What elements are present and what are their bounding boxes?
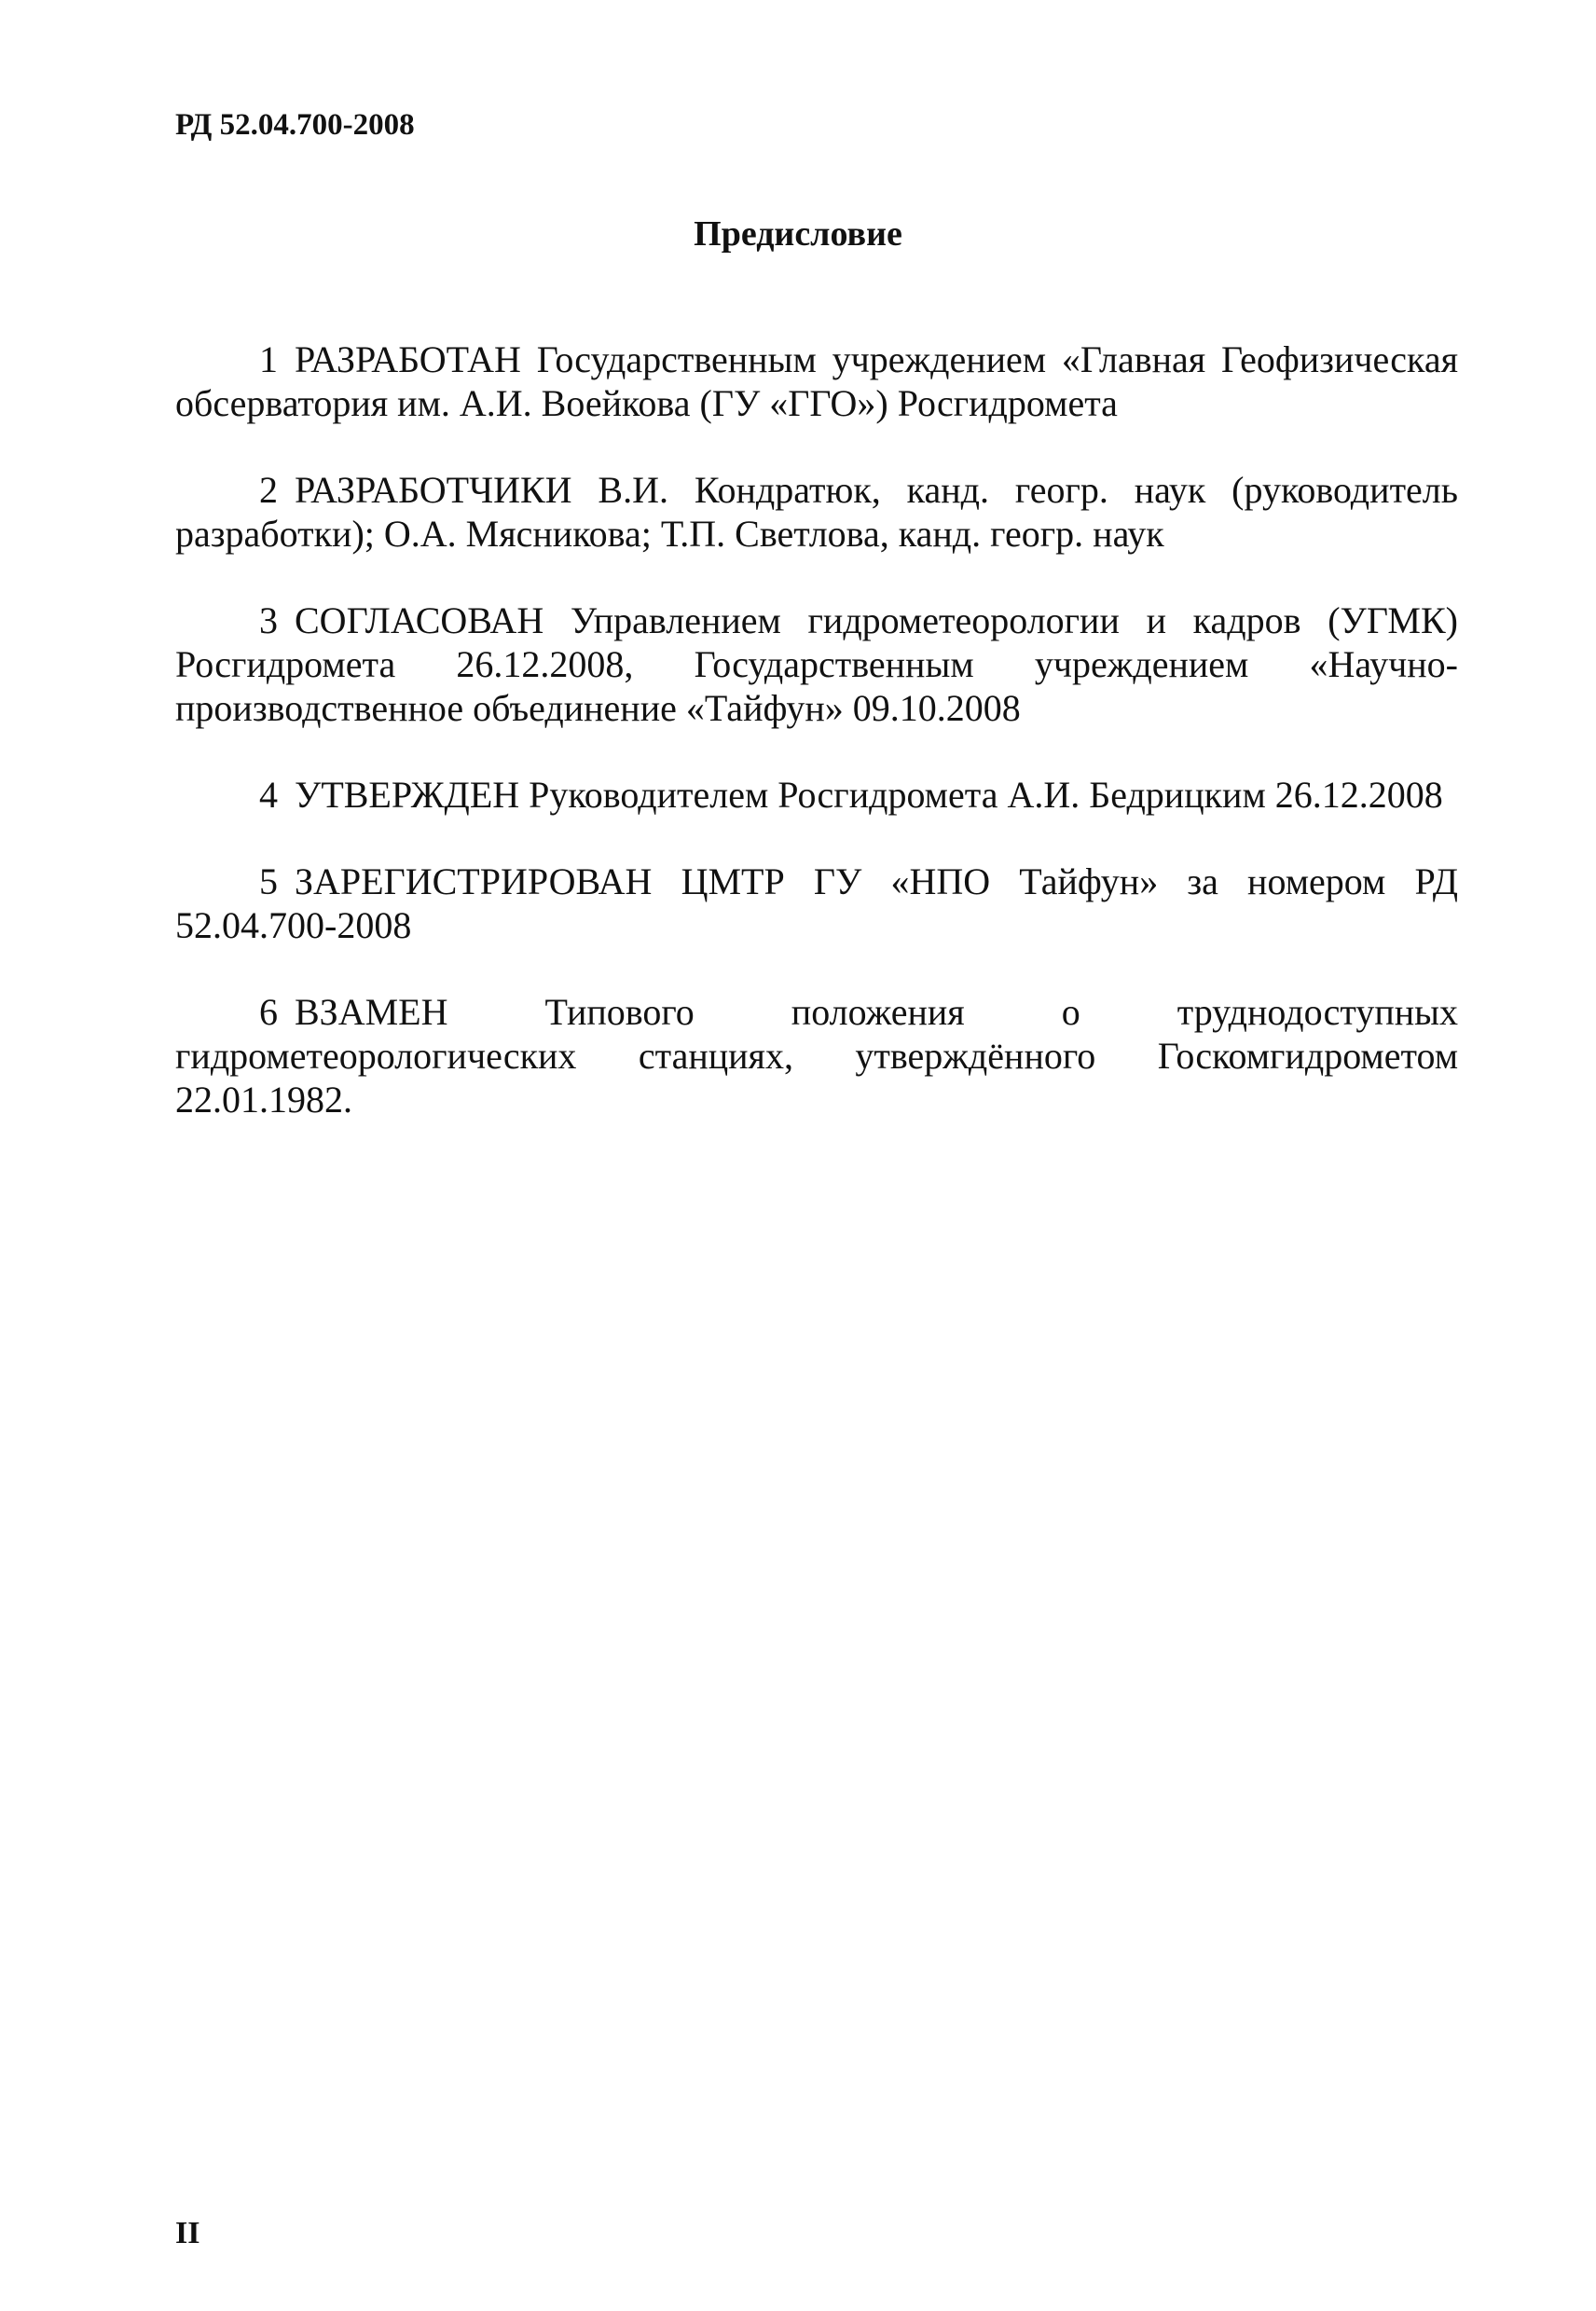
item-text: ВЗАМЕН Типового положения о труднодоступных гидрометеорологических станциях, утверждённого Госкомгидрометом 22.01.1982.: [175, 991, 1458, 1121]
item-number: 3: [259, 599, 278, 641]
preface-item-3: [175, 598, 1458, 730]
page-number: II: [175, 2216, 200, 2250]
preface-item-6: [175, 990, 1458, 1121]
item-text: УТВЕРЖДЕН Руководителем Росгидромета А.И. Бедрицким 26.12.2008: [295, 774, 1443, 816]
item-number: 6: [259, 991, 278, 1033]
item-number: 1: [259, 338, 278, 380]
item-number: 4: [259, 774, 278, 816]
document-code: РД 52.04.700-2008: [175, 108, 415, 142]
item-number: 5: [259, 860, 278, 902]
preface-item-5: [175, 860, 1458, 947]
preface-item-1: [175, 337, 1458, 425]
preface-item-2: [175, 468, 1458, 556]
preface-item-4: [175, 773, 1458, 817]
item-number: 2: [259, 469, 278, 511]
item-text: РАЗРАБОТАН Государственным учреждением «Главная Геофизическая обсерватория им. А.И. Воейкова (ГУ «ГГО») Росгидромета: [175, 338, 1458, 424]
preface-list: [175, 337, 1458, 1164]
item-text: СОГЛАСОВАН Управлением гидрометеорологии и кадров (УГМК) Росгидромета 26.12.2008, Государственным учреждением «Научно-производственное объединение «Тайфун» 09.10.2008: [175, 599, 1458, 729]
page-title: Предисловие: [694, 214, 902, 254]
item-text: ЗАРЕГИСТРИРОВАН ЦМТР ГУ «НПО Тайфун» за номером РД 52.04.700-2008: [175, 860, 1458, 946]
item-text: РАЗРАБОТЧИКИ В.И. Кондратюк, канд. геогр. наук (руководитель разработки); О.А. Мясникова; Т.П. Светлова, канд. геогр. наук: [175, 469, 1458, 555]
